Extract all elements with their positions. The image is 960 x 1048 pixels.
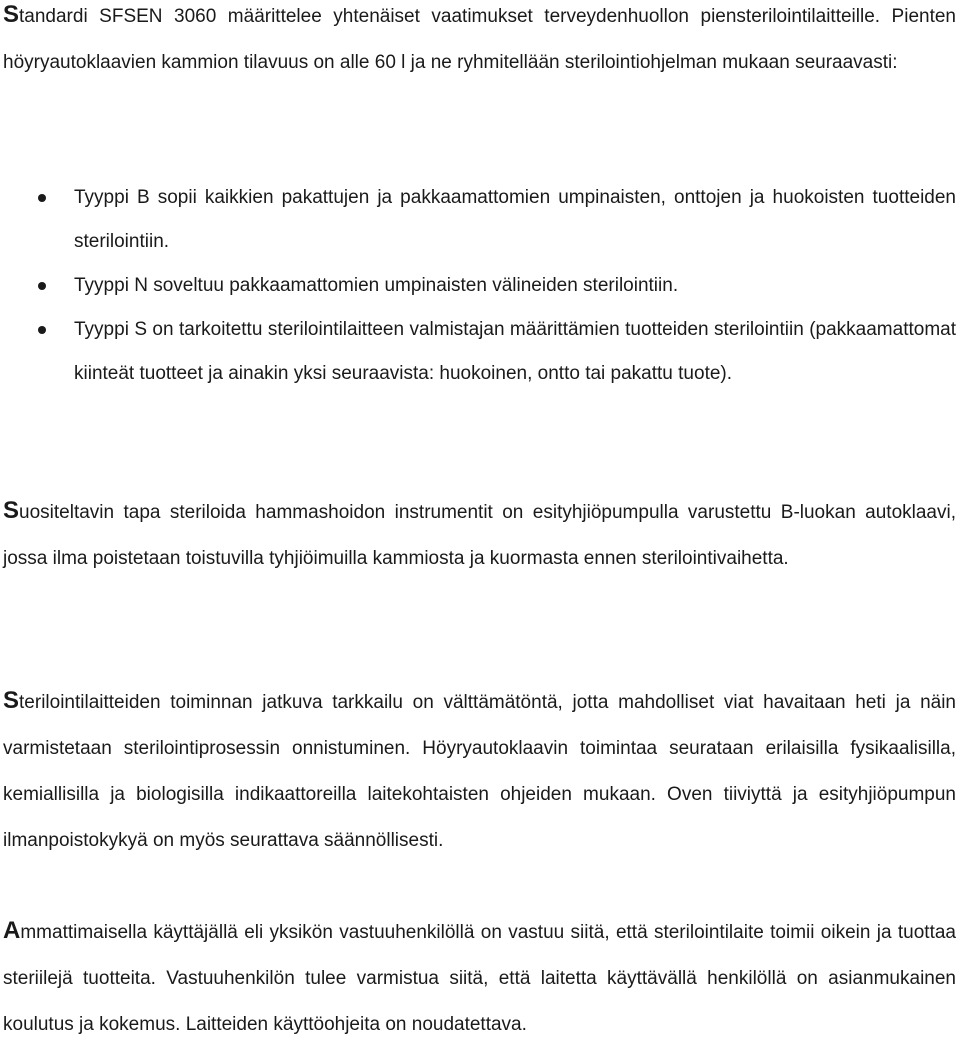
recommendation-text: uositeltavin tapa steriloida hammashoidon instrumentit on esityhjiöpumpulla varustettu B-luokan autoklaavi, jossa ilma poistetaan toistuvilla tyhjiöimuilla kammiosta ja kuormasta ennen sterilointivaihetta. [3,502,956,569]
bullet-icon [38,282,46,290]
intro-text: tandardi SFSEN 3060 määrittelee yhtenäiset vaatimukset terveydenhuollon piensterilointilaitteille. Pienten höyryautoklaavien kammion tilavuus on alle 60 l ja ne ryhmitellään sterilointiohjelman mukaan seuraavasti: [3,6,956,73]
responsibility-paragraph [3,908,956,1048]
bullet-icon [38,194,46,202]
recommendation-dropcap: S [3,497,20,524]
list-item-text: Tyyppi S on tarkoitettu sterilointilaitteen valmistajan määrittämien tuotteiden sterilointiin (pakkaamattomat kiinteät tuotteet ja ainakin yksi seuraavista: huokoinen, ontto tai pakattu tuote). [74,319,956,384]
list-item-type-n [0,264,960,308]
intro-paragraph [3,0,956,86]
monitoring-dropcap: S [3,687,20,714]
recommendation-paragraph [3,488,956,582]
monitoring-text: terilointilaitteiden toiminnan jatkuva tarkkailu on välttämätöntä, jotta mahdolliset viat havaitaan heti ja näin varmistetaan sterilointiprosessin onnistuminen. Höyryautoklaavin toimintaa seurataan erilaisilla fysikaalisilla, kemiallisilla ja biologisilla indikaattoreilla laitekohtaisten ohjeiden mukaan. Oven tiiviyttä ja esityhjiöpumpun ilmanpoistokykyä on myös seurattava säännöllisesti. [3,692,956,851]
list-item-text: Tyyppi B sopii kaikkien pakattujen ja pakkaamattomien umpinaisten, onttojen ja huokoisten tuotteiden sterilointiin. [74,187,956,252]
list-item-type-s [0,308,960,396]
monitoring-paragraph [3,678,956,864]
responsibility-text: mmattimaisella käyttäjällä eli yksikön vastuuhenkilöllä on vastuu siitä, että sterilointilaite toimii oikein ja tuottaa steriilejä tuotteita. Vastuuhenkilön tulee varmistua siitä, että laitetta käyttävällä henkilöllä on asianmukainen koulutus ja kokemus. Laitteiden käyttöohjeita on noudatettava. [3,922,956,1035]
list-item-text: Tyyppi N soveltuu pakkaamattomien umpinaisten välineiden sterilointiin. [74,275,679,296]
bullet-icon [38,326,46,334]
intro-dropcap: S [3,1,20,28]
list-item-type-b [0,176,960,264]
steriliser-type-list [0,176,960,396]
responsibility-dropcap: A [3,917,21,944]
